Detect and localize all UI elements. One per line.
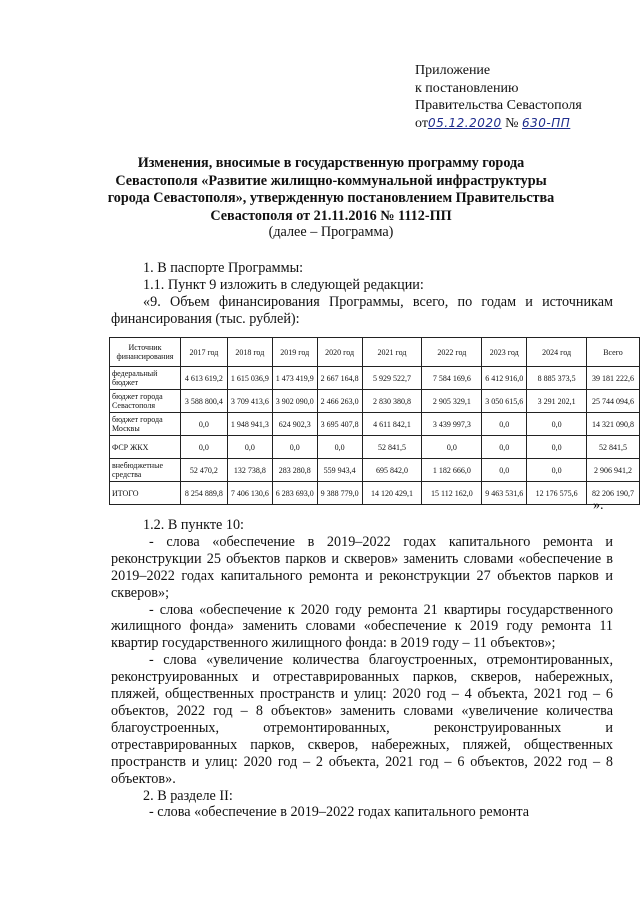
table-cell: 2 667 164,8 bbox=[317, 367, 362, 390]
title-line-1: Изменения, вносимые в государственную программу города bbox=[137, 155, 525, 171]
table-cell: 0,0 bbox=[180, 436, 227, 459]
table-cell: 624 902,3 bbox=[272, 413, 317, 436]
table-cell: 0,0 bbox=[527, 436, 587, 459]
section-2-bullet-1: - слова «обеспечение в 2019–2022 годах капитального ремонта и реконструкции 25 объектов парков и скверов» заменить словами «обеспечение в 2019–2022 годах капитального ремонта и реконструкции 27 объектов парков и скверов»; bbox=[111, 533, 613, 601]
table-cell: 7 584 169,6 bbox=[422, 367, 482, 390]
table-cell: 1 615 036,9 bbox=[227, 367, 272, 390]
annex-date-line bbox=[415, 115, 582, 133]
annex-line-1: Приложение bbox=[415, 63, 491, 78]
section-2-bullet-3: - слова «увеличение количества благоустроенных, отремонтированных, реконструированных и отреставрированных парков, скверов, набережных, пляжей, общественных пространств и улиц: 2020 год – 4 объекта, 2021 год – 6 объектов, 2022 год – 8 объектов» заменить словами «увеличение количества благоустроенных, отремонтированных, реконструированных и отреставрированных парков, скверов, набережных, пляжей, общественных пространств и улиц: 2020 год – 2 объекта, 2021 год – 6 объектов, 2022 год – 8 объектов». bbox=[111, 652, 613, 787]
table-cell: ИТОГО bbox=[110, 482, 181, 505]
title-line-3: города Севастополя», утвержденную постановлением Правительства bbox=[107, 190, 555, 207]
table-cell: 5 929 522,7 bbox=[362, 367, 422, 390]
title-line-2: Севастополя «Развитие жилищно-коммунальной инфраструктуры bbox=[115, 172, 547, 189]
section-2-bullet-4: - слова «обеспечение в 2019–2022 годах капитального ремонта bbox=[149, 804, 530, 821]
section-1 bbox=[111, 260, 613, 328]
table-cell: 559 943,4 bbox=[317, 459, 362, 482]
table-cell: 3 291 202,1 bbox=[527, 390, 587, 413]
table-cell: 0,0 bbox=[527, 459, 587, 482]
table-cell: 0,0 bbox=[422, 436, 482, 459]
table-header-cell: 2021 год bbox=[362, 338, 422, 367]
table-cell: бюджет города Севастополя bbox=[110, 390, 181, 413]
table-header-cell: 2023 год bbox=[482, 338, 527, 367]
table-closing-quote: ». bbox=[593, 498, 604, 513]
table-cell: 9 388 779,0 bbox=[317, 482, 362, 505]
financing-table bbox=[109, 337, 640, 505]
annex-header bbox=[415, 62, 582, 132]
section-2-paragraph-2: 2. В разделе II: bbox=[143, 787, 233, 804]
table-cell: 15 112 162,0 bbox=[422, 482, 482, 505]
table-header-cell: 2024 год bbox=[527, 338, 587, 367]
table-header-row bbox=[110, 338, 640, 367]
table-header-cell: 2017 год bbox=[180, 338, 227, 367]
table-cell: 0,0 bbox=[272, 436, 317, 459]
table-cell: 4 611 842,1 bbox=[362, 413, 422, 436]
table-cell: 0,0 bbox=[482, 436, 527, 459]
table-cell: 0,0 bbox=[527, 413, 587, 436]
table-cell: 3 902 090,0 bbox=[272, 390, 317, 413]
table-cell: 14 321 090,8 bbox=[587, 413, 640, 436]
table-cell: 3 709 413,6 bbox=[227, 390, 272, 413]
section-2-heading: 1.2. В пункте 10: bbox=[143, 517, 244, 533]
table-cell: 52 841,5 bbox=[587, 436, 640, 459]
table-cell: 52 470,2 bbox=[180, 459, 227, 482]
table-cell: 39 181 222,6 bbox=[587, 367, 640, 390]
table-cell: 4 613 619,2 bbox=[180, 367, 227, 390]
table-cell: 1 948 941,3 bbox=[227, 413, 272, 436]
table-row bbox=[110, 390, 640, 413]
table-cell: 695 842,0 bbox=[362, 459, 422, 482]
table-cell: 0,0 bbox=[482, 413, 527, 436]
table-cell: 7 406 130,6 bbox=[227, 482, 272, 505]
table-cell: 0,0 bbox=[227, 436, 272, 459]
table-header-cell: 2020 год bbox=[317, 338, 362, 367]
table-row bbox=[110, 367, 640, 390]
table-cell: 2 830 380,8 bbox=[362, 390, 422, 413]
table-header-cell: 2018 год bbox=[227, 338, 272, 367]
table-cell: внебюджетные средства bbox=[110, 459, 181, 482]
table-cell: 2 906 941,2 bbox=[587, 459, 640, 482]
section-1-heading: 1. В паспорте Программы: bbox=[143, 260, 304, 276]
table-header-cell: Источник финансирования bbox=[110, 338, 181, 367]
table-cell: 14 120 429,1 bbox=[362, 482, 422, 505]
table-cell: ФСР ЖКХ bbox=[110, 436, 181, 459]
document-title bbox=[100, 155, 562, 225]
table-cell: 6 283 693,0 bbox=[272, 482, 317, 505]
document-subtitle: (далее – Программа) bbox=[268, 224, 394, 240]
table-cell: 9 463 531,6 bbox=[482, 482, 527, 505]
table-cell: 52 841,5 bbox=[362, 436, 422, 459]
table-cell: бюджет города Москвы bbox=[110, 413, 181, 436]
table-cell: 3 588 800,4 bbox=[180, 390, 227, 413]
table-cell: 0,0 bbox=[482, 459, 527, 482]
table-header-cell: 2019 год bbox=[272, 338, 317, 367]
table-cell: 12 176 575,6 bbox=[527, 482, 587, 505]
table-cell: 283 280,8 bbox=[272, 459, 317, 482]
financing-table-wrap bbox=[109, 337, 640, 505]
table-cell: 3 695 407,8 bbox=[317, 413, 362, 436]
table-row bbox=[110, 436, 640, 459]
title-line-4: Севастополя от 21.11.2016 № 1112-ПП bbox=[210, 207, 452, 224]
number-label: № bbox=[505, 115, 519, 131]
table-row bbox=[110, 459, 640, 482]
table-cell: 0,0 bbox=[317, 436, 362, 459]
section-2-bullet-2: - слова «обеспечение к 2020 году ремонта 21 квартиры государственного жилищного фонда» заменить словами «обеспечение к 2019 году ремонта 11 квартир государственного жилищного фонда: в 2019 году – 11 объектов»; bbox=[111, 601, 613, 652]
section-1-paragraph-2: «9. Объем финансирования Программы, всего, по годам и источникам финансирования (тыс. рублей): bbox=[111, 293, 613, 327]
from-label: от bbox=[415, 115, 428, 131]
section-2 bbox=[111, 517, 613, 821]
table-row-total bbox=[110, 482, 640, 505]
table-cell: 6 412 916,0 bbox=[482, 367, 527, 390]
table-cell: 2 905 329,1 bbox=[422, 390, 482, 413]
table-cell: федеральный бюджет bbox=[110, 367, 181, 390]
annex-line-3: Правительства Севастополя bbox=[415, 98, 582, 113]
annex-line-2: к постановлению bbox=[415, 80, 519, 96]
table-cell: 82 206 190,7 bbox=[587, 482, 640, 505]
table-cell: 25 744 094,6 bbox=[587, 390, 640, 413]
table-cell: 1 182 666,0 bbox=[422, 459, 482, 482]
table-cell: 2 466 263,0 bbox=[317, 390, 362, 413]
table-cell: 8 885 373,5 bbox=[527, 367, 587, 390]
table-cell: 1 473 419,9 bbox=[272, 367, 317, 390]
table-cell: 132 738,8 bbox=[227, 459, 272, 482]
table-cell: 8 254 889,8 bbox=[180, 482, 227, 505]
table-header-cell: 2022 год bbox=[422, 338, 482, 367]
table-cell: 3 439 997,3 bbox=[422, 413, 482, 436]
table-cell: 0,0 bbox=[180, 413, 227, 436]
handwritten-number: 630-ПП bbox=[522, 115, 571, 130]
handwritten-date: 05.12.2020 bbox=[427, 115, 502, 130]
table-cell: 3 050 615,6 bbox=[482, 390, 527, 413]
section-1-paragraph-1: 1.1. Пункт 9 изложить в следующей редакции: bbox=[143, 276, 424, 293]
table-header-cell: Всего bbox=[587, 338, 640, 367]
table-row bbox=[110, 413, 640, 436]
